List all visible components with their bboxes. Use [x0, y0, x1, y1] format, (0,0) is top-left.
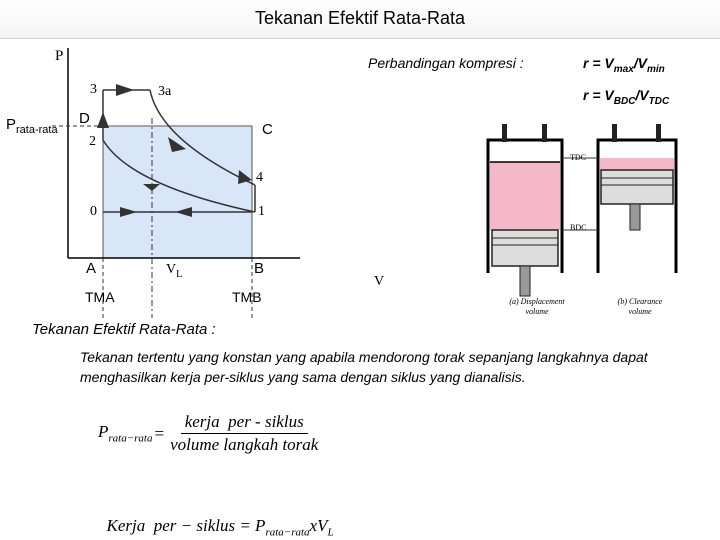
- f1-sub2: min: [647, 63, 665, 75]
- eq1-lhs-main: P: [98, 422, 109, 442]
- rod-b: [630, 204, 640, 230]
- eq2-sub: rata−rata: [265, 526, 310, 539]
- axis-v-label: V: [374, 274, 385, 289]
- ratio-formula-1: [583, 55, 665, 75]
- eq2-lhs: Kerja per − siklus = P: [106, 516, 266, 535]
- clearance-volume: [600, 158, 674, 170]
- eq1-lhs: [98, 422, 153, 444]
- p-mean-sub: rata-rata: [16, 124, 58, 136]
- point-a-label: A: [86, 260, 97, 277]
- rod-a: [520, 266, 530, 296]
- f2-sub2: TDC: [648, 95, 670, 107]
- caption-b-line2: volume: [628, 307, 652, 316]
- definition-text: Tekanan tertentu yang konstan yang apabila mendorong torak sepanjang langkahnya dapat menghasilkan kerja per-siklus yang sama dengan siklus yang dianalisis.: [80, 349, 648, 385]
- bdc-label: BDC: [570, 223, 587, 232]
- pv-diagram: [0, 40, 300, 320]
- point-0-label: 0: [90, 204, 97, 219]
- piston-a: [492, 230, 558, 266]
- arrow-3-3a: [116, 84, 134, 96]
- caption-b: [600, 297, 680, 317]
- page-title: Tekanan Efektif Rata-Rata: [254, 8, 466, 28]
- vl-label: [166, 262, 182, 280]
- point-c-label: C: [262, 121, 273, 138]
- ratio-formula-2: [583, 87, 669, 107]
- equation-mean-pressure: [98, 412, 322, 455]
- f1-r: r = V: [583, 55, 614, 71]
- arrow-2-3: [97, 112, 109, 128]
- eq1-numerator: kerja per - siklus: [181, 412, 308, 434]
- valve-a-right: [542, 124, 547, 142]
- point-b-label: B: [254, 260, 265, 277]
- valve-b-right: [656, 124, 661, 142]
- eq2-rhs: xV: [309, 516, 328, 535]
- section-heading: Tekanan Efektif Rata-Rata :: [32, 321, 216, 338]
- f2-r: r = V: [583, 87, 614, 103]
- valve-a-left: [502, 124, 507, 142]
- caption-a-line1: (a) Displacement: [509, 297, 565, 306]
- displacement-volume: [490, 162, 560, 230]
- ratio-label: Perbandingan kompresi :: [368, 55, 524, 71]
- caption-a-line2: volume: [525, 307, 549, 316]
- axis-p-label: P: [55, 48, 64, 64]
- caption-a: [494, 297, 580, 317]
- f1-sub1: max: [613, 63, 634, 75]
- point-4-label: 4: [256, 170, 263, 185]
- vl-sub: L: [176, 268, 183, 280]
- f2-mid: /V: [635, 87, 649, 103]
- point-d-label: D: [79, 110, 90, 127]
- point-2-label: 2: [89, 134, 96, 149]
- valve-b-left: [612, 124, 617, 142]
- eq1-denominator: volume langkah torak: [170, 435, 319, 454]
- point-1-label: 1: [258, 204, 265, 219]
- equation-work: [98, 496, 334, 538]
- tma-label: TMA: [85, 289, 115, 305]
- eq1-lhs-sub: rata−rata: [108, 432, 153, 445]
- eq1-equals: =: [154, 423, 165, 443]
- eq2-rhs-sub: L: [327, 526, 334, 539]
- p-mean-main: P: [6, 116, 17, 133]
- f1-mid: /V: [633, 55, 647, 71]
- vl-main: V: [166, 262, 177, 277]
- piston-b: [601, 170, 673, 204]
- tdc-label: TDC: [570, 153, 586, 162]
- cylinder-illustration: [480, 118, 700, 318]
- caption-b-line1: (b) Clearance: [617, 297, 663, 306]
- eq1-fraction: [166, 412, 322, 455]
- f2-sub1: BDC: [613, 95, 636, 107]
- point-3a-label: 3a: [158, 84, 172, 99]
- tmb-label: TMB: [232, 289, 262, 305]
- p-mean-label: [6, 116, 58, 136]
- point-3-label: 3: [90, 82, 97, 97]
